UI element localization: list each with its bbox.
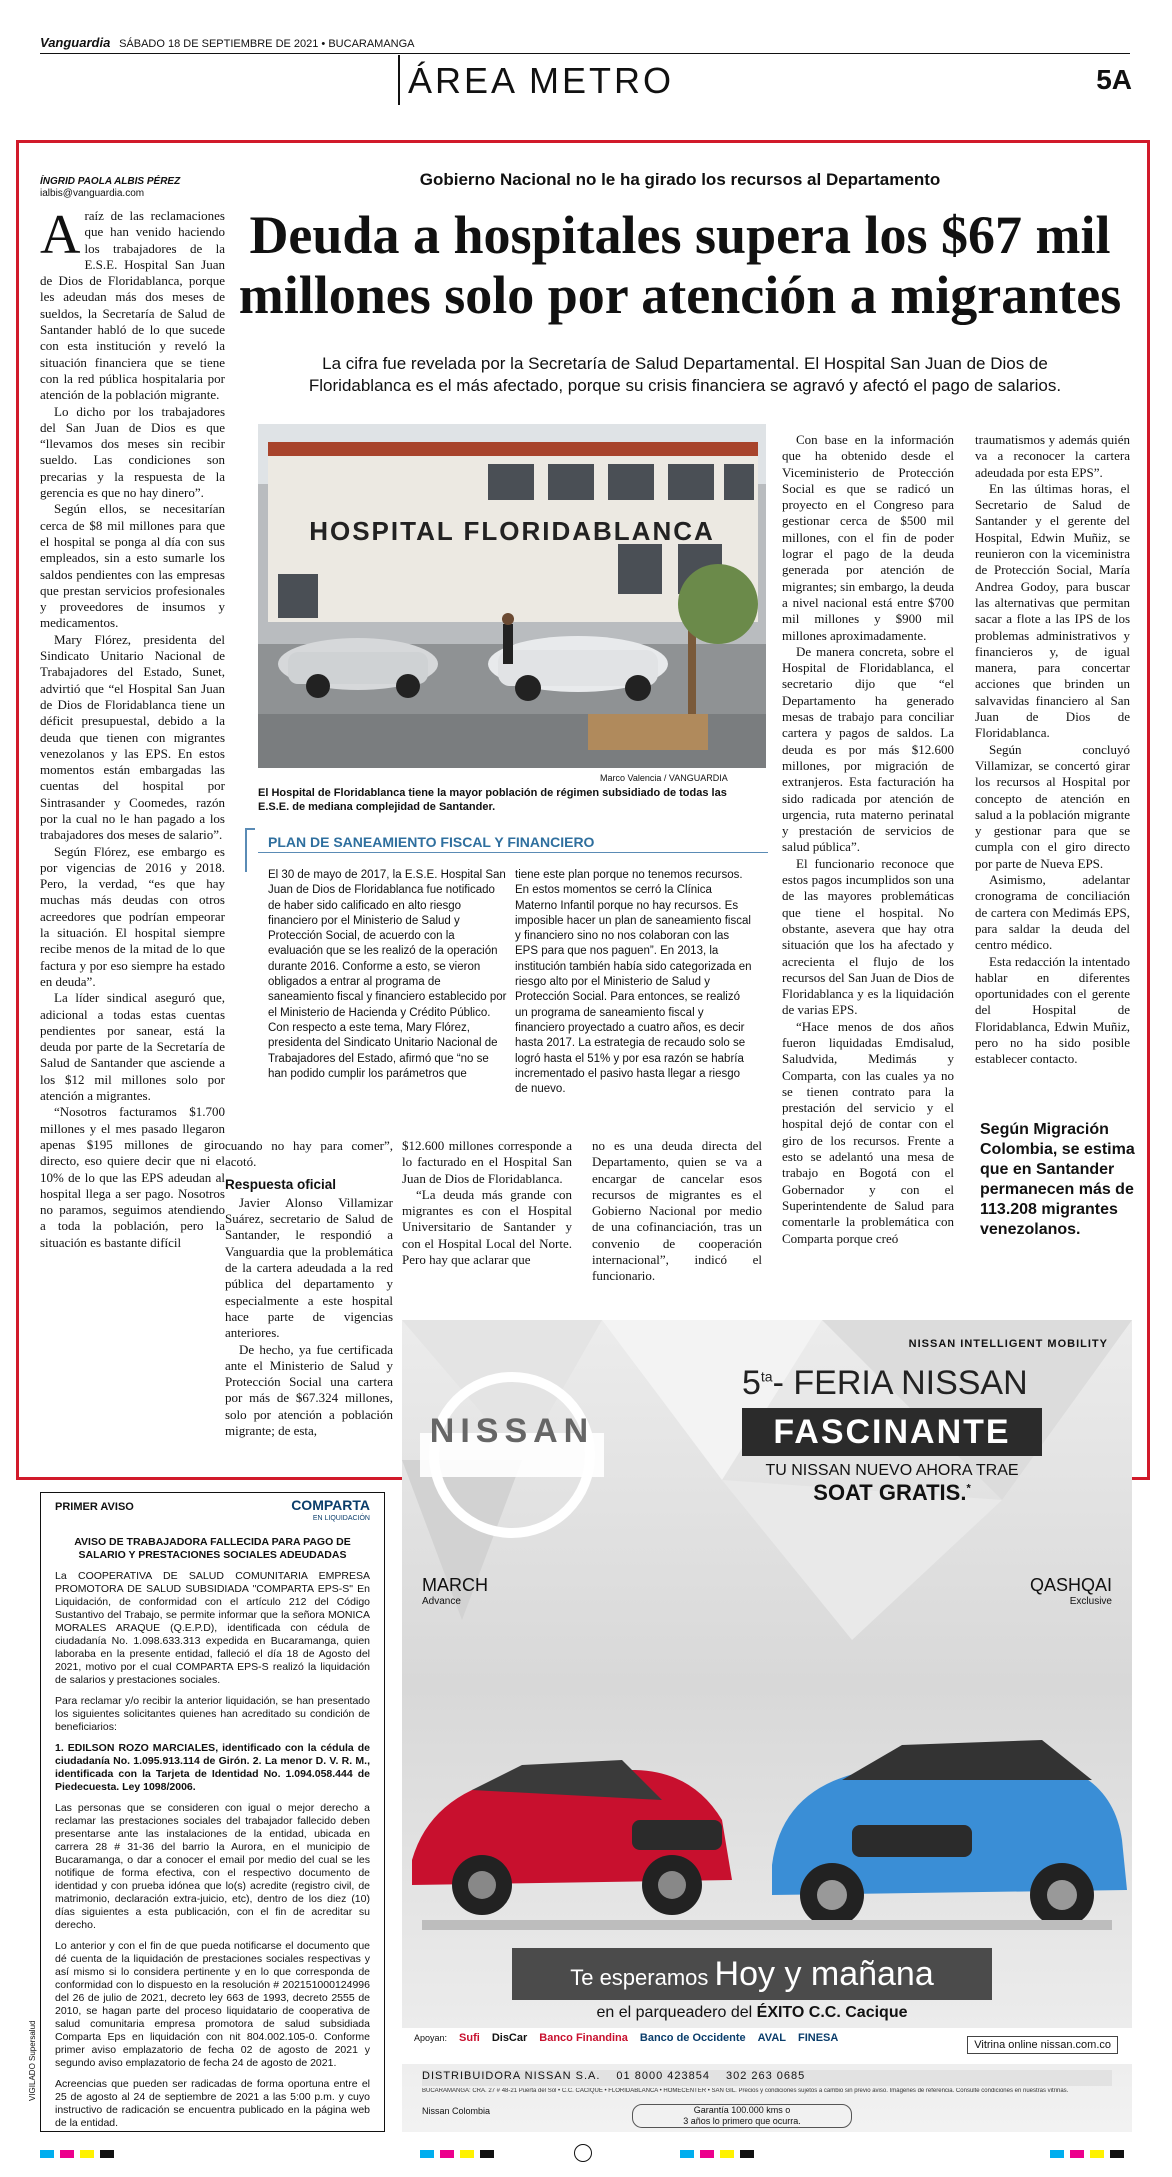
plan-column-a: El 30 de mayo de 2017, la E.S.E. Hospital San Juan de Dios de Floridablanca fue notificado de haber sido calificado en alto riesgo financiero por el Ministerio de Salud y Protección Social, de acuerdo con la evaluación que se les realizó de la operación durante 2016. Conforme a esto, se vieron obligados a entrar al programa de saneamiento fiscal y financiero establecido por el Ministerio de Hacienda y Crédito Público. Con respecto a este tema, Mary Flórez, presidenta del Sindicato Unitario Nacional de Trabajadores del Estado, afirmó que “no se han podido cumplir los parámetros que [268, 869, 507, 1080]
car1-trim: Advance [422, 1596, 461, 1607]
hospital-photo [258, 424, 766, 768]
promo-soat: SOAT GRATIS. [813, 1480, 967, 1505]
promo-asterisk: * [966, 1482, 971, 1495]
paragraph: “Hace menos de dos años fueron liquidadas Emdisalud, Saludvida, Medimás y Comparta, con las cuales ya no se tienen contrato para la prestación del servicio y el hospital dejó de contar con el giro de los recursos. Frente a esto se adelantó una mesa de trabajo en Bogotá con el Gobernador y con el Superintendente de Salud para comentarle la problemática con Comparta porque creó [782, 1018, 954, 1246]
notice-paragraph: Lo anterior y con el fin de que pueda notificarse el documento que dé cuenta de la liquidación de prestaciones sociales respectivas y así mismo si lo considera pertinente y en lo que corresponda de conformidad con lo dispuesto en la resolución # 202151000124996 del 26 de julio de 2021, decreto ley 663 de 1993, decreto 2555 de 2010, se hagan parte del proceso liquidatario de cooperativa de salud comunitaria empresa promotora de salud subsidiada Comparta Eps en liquidación con nit 804.002.105-0. Conforme primer aviso emplazatorio de fecha 02 de agosto de 2021 y segundo aviso emplazatorio de fecha 24 de agosto de 2021. [55, 1940, 370, 2069]
sponsor-finandina: Banco Finandina [539, 2032, 628, 2044]
hospital-sign: HOSPITAL FLORIDABLANCA [309, 516, 715, 546]
paragraph: En las últimas horas, el Secretario de Salud de Santander y el gerente del Hospital, Edwin Muñiz, se reunieron con la viceministra de Protección Social, María Andrea Godoy, para buscar las alternativas que permitan sacar a flote a las IPS de los problemas administrativos y financieros y, de igual manera, para concertar acciones que brinden un salvavidas financiero al San Juan de Dios de Floridablanca. [975, 480, 1130, 741]
ad-fineprint: BUCARAMANGA: CRA. 27 # 48-21 Puerta del Sol • C.C. CACIQUE • FLORIDABLANCA • HOMECENTER • SAN GIL. Precios y condiciones sujetos a cambio sin previo aviso. Imágenes de referencia. Consulte condiciones en nuestras vitrinas. [422, 2088, 1069, 2094]
paragraph: Mary Flórez, presidenta del Sindicato Unitario Nacional de Trabajadores del Estado, Sunet, advirtió que “el Hospital San Juan de Dios de Floridablanca tiene un déficit presupuestal, debido a la deuda que tienen con migrantes venezolanos y las EPS. En estos momentos están embargadas las cuentas del hospital por Sintrasander y Coomedes, razón por la cual no le han pagado a los trabajadores dos meses de salario”. [40, 631, 225, 843]
sponsor-aval: AVAL [757, 2032, 786, 2044]
notice-title: AVISO DE TRABAJADORA FALLECIDA PARA PAGO DE SALARIO Y PRESTACIONES SOCIALES ADEUDADAS [74, 1536, 351, 1561]
invite-banner [512, 1948, 992, 2000]
section-divider [398, 55, 400, 105]
paragraph: De manera concreta, sobre el Hospital de Floridablanca, el secretario dijo que “el Departamento ha generado mesas de trabajo para conciliar cartera y pagos de saldos. La deuda es por más $12.600 millones, por migración de extranjeros. Esta facturación ha sido radicada por atención de urgencia, ruta materno perinatal y prestación de servicios de salud pública”. [782, 643, 954, 855]
article-column-4 [592, 1138, 762, 1285]
page-number: 5A [1096, 64, 1132, 95]
promo-line-1: TU NISSAN NUEVO AHORA TRAE [765, 1462, 1019, 1479]
red-car [412, 1760, 732, 1915]
warranty-line-2: 3 años lo primero que ocurra. [683, 2116, 801, 2126]
sponsor-row [414, 2032, 974, 2044]
vigilado-label: VIGILADO Supersalud [28, 2020, 37, 2101]
deck: La cifra fue revelada por la Secretaría de Salud Departamental. El Hospital San Juan de Dios de Floridablanca es el más afectado, porque su crisis financiera se agravó y afectó el pago de salarios. [308, 354, 1062, 395]
subhead: Respuesta oficial [225, 1176, 337, 1192]
web-link[interactable]: Vitrina online nissan.com.co [967, 2036, 1118, 2054]
sponsor-label: Apoyan: [414, 2033, 448, 2043]
phone-2: 302 263 0685 [725, 2070, 806, 2082]
nissan-logo-text: NISSAN [429, 1412, 595, 1450]
car2-name: QASHQAI [1029, 1575, 1112, 1595]
article-column-2 [225, 1138, 393, 1439]
event-title [742, 1364, 1028, 1403]
paragraph: Según ellos, se necesitarían cerca de $8 mil millones para que el hospital se ponga al día con sus empleados, sin a esto sumarle los saldos pendientes con las empresas que prestan servicios profesionales y proveedores de insumos y medicamentos. [40, 501, 225, 631]
paragraph: traumatismos y además quién va a reconocer la cartera adeudada por esta EPS”. [975, 432, 1130, 480]
car2-label [1030, 1575, 1112, 1607]
paragraph: “Nosotros facturamos $1.700 millones y el mes pasado llegaron apenas $195 millones de giro directo, eso quiere decir que ni el 10% de lo que las EPS adeudan al hospital llega a ser pago. Nosotros no paramos, seguimos atendiendo a toda la población, pero la situación es bastante difícil [40, 1104, 225, 1250]
notice-paragraph: Acreencias que pueden ser radicadas de forma oportuna entre el 25 de agosto al 24 de septiembre de 2021 a las 5:00 p.m. y cuyo instructivo de radicación se encuentra publicado en la página web de la entidad. [55, 2078, 370, 2129]
notice-paragraph: Para reclamar y/o recibir la anterior liquidación, se han presentado los siguientes solicitantes quienes han acreditado su condición de beneficiarios: [55, 1695, 370, 1733]
notice-paragraph: La COOPERATIVA DE SALUD COMUNITARIA EMPRESA PROMOTORA DE SALUD SUBSIDIADA "COMPARTA EPS-S" En Liquidación, de conformidad con el artículo 212 del Código Sustantivo del Trabajo, se permite informar que la señora MONICA MORALES ARAQUE (Q.E.P.D), identificada con cédula de ciudadanía No. 1.098.633.313 expedida en Bucaramanga, quien laboraba en la presente entidad, falleció el día 18 de Agosto del 2021, motivo por el cual COMPARTA EPS-S realizó la liquidación de salarios y prestaciones sociales. [55, 1570, 370, 1686]
author-email: ialbis@vanguardia.com [40, 188, 145, 199]
lead-text: raíz de las reclamaciones que han venido haciendo los trabajadores de la E.S.E. Hospital San Juan de Dios de Floridablanca, porque les adeudan más dos meses de sueldos, la Secretaría de Salud de Santander habló de lo que sucede con esta institución y reveló la situación financiera que se tiene con la red pública hospitalaria por atención de la población migrante. [40, 208, 225, 403]
plan-bracket [245, 828, 255, 872]
date-place: SÁBADO 18 DE SEPTIEMBRE DE 2021 • BUCARAMANGA [119, 38, 415, 50]
paragraph: Lo dicho por los trabajadores del San Juan de Dios es que “llevamos dos meses sin recibir sueldo. Las condiciones son precarias y la respuesta de la gerencia es que no hay dinero”. [40, 403, 225, 501]
dealer-name: DISTRIBUIDORA NISSAN S.A. [422, 2070, 601, 2082]
logo-text: COMPARTA [291, 1497, 370, 1513]
promo-line-2 [742, 1480, 1042, 1506]
event-number: 5 [742, 1364, 761, 1402]
masthead [40, 35, 415, 50]
ad-tagline: NISSAN INTELLIGENT MOBILITY [908, 1338, 1108, 1350]
byline [40, 176, 180, 200]
invite-days: Hoy y mañana [714, 1955, 934, 1993]
paragraph: Javier Alonso Villamizar Suárez, secretario de Salud de Santander, le respondió a Vanguardia que la problemática de la cartera adeudada a la red pública del departamento y especialmente a este hospital hace parte de vigencias anteriores. [225, 1194, 393, 1341]
headline: Deuda a hospitales supera los $67 mil millones solo por atención a migrantes [238, 205, 1122, 325]
notice-paragraph: Las personas que se consideren con igual o mejor derecho a reclamar las prestaciones sociales del trabajador fallecido deben presentarse ante las instalaciones de la entidad, ubicada en carrera 28 # 31-36 del barrio la Aurora, en el municipio de Bucaramanga, o dar a conocer el email por medio del cual se les notifique de forma efectiva, con el respectivo documento de identidad y con prueba idónea que lo(s) acredite (registro civil, de matrimonio, declaración extra-juicio, etc), dentro de los diez (10) días siguientes a esta publicación, con el fin de acreditar su derecho. [55, 1802, 370, 1931]
warranty-line-1: Garantía 100.000 kms o [693, 2105, 791, 2115]
paragraph: El funcionario reconoce que estos pagos incumplidos son una de las mayores problemáticas que tiene el hospital. No obstante, asevera que hay otra situación que los ha afectado y acrecienta el flujo de los recursos del San Juan de Dios de Floridablanca y es la liquidación de varias EPS. [782, 855, 954, 1018]
plan-rule [258, 852, 768, 853]
paragraph: Esta redacción la intentado hablar en diferentes oportunidades con el gerente del Hospital de Floridablanca, Edwin Muñiz, pero no ha sido posible establecer contacto. [975, 953, 1130, 1067]
paragraph: Según concluyó Villamizar, se concertó girar los recursos al Hospital por concepto de atención en salud a la población migrante y gestionar para que se cumpla con el giro directo por parte de Nueva EPS. [975, 741, 1130, 871]
article-column-1 [40, 204, 225, 1251]
paragraph: no es una deuda directa del Departamento, quien se va a encargar de cancelar esos recursos de migrantes es el Gobierno Nacional por medio de una cofinanciación, tras un convenio de cooperación internacional”, indicó el funcionario. [592, 1138, 762, 1284]
fascinante-banner: FASCINANTE [742, 1408, 1042, 1456]
blue-car [772, 1740, 1127, 1927]
paragraph: Con base en la información que ha obtenido desde el Viceministerio de Protección Social es que se radicó un proyecto en el Congreso para gestionar cerca de $500 mil millones, con el fin de poder lograr el pago de la deuda generada por atención de migrantes; sin embargo, la deuda a nivel nacional está entre $700 mil millones y $900 mil millones aproximadamente. [782, 432, 954, 643]
comparta-logo [291, 1499, 370, 1525]
pull-quote: Según Migración Colombia, se estima que en Santander permanecen más de 113.208 migrantes venezolanos. [980, 1121, 1135, 1238]
photo-caption: El Hospital de Floridablanca tiene la mayor población de régimen subsidiado de todas las E.S.E. de mediana complejidad de Santander. [258, 787, 727, 813]
legal-notice [28, 1492, 385, 2132]
paragraph: De hecho, ya fue certificada ante el Ministerio de Salud y Protección Social una cartera por más de $67.324 millones, solo por atención a población migrante; de esta, [225, 1341, 393, 1439]
article-column-6 [975, 432, 1130, 1068]
lead-paragraph [40, 204, 225, 404]
paper-name: Vanguardia [40, 35, 111, 50]
social-handle: Nissan Colombia [422, 2106, 491, 2116]
author-name: ÍNGRID PAOLA ALBIS PÉREZ [40, 176, 181, 187]
car1-label [422, 1575, 488, 1607]
paragraph: Según Flórez, ese embargo es por vigencias de 2016 y 2018. Pero, la verdad, “es que hay muchas más deudas con otros acreedores que podrían empeorar la situación. El hospital siempre recibe menos de la mitad de lo que factura y por eso siempre ha estado en deuda”. [40, 843, 225, 989]
sponsor-occidente: Banco de Occidente [639, 2032, 746, 2044]
notice-paragraph: 1. EDILSON ROZO MARCIALES, identificado con la cédula de ciudadanía No. 1.095.913.114 de Girón. 2. La menor D. V. R. M., identificada con la Tarjeta de Identidad No. 1.094.058.444 de Piedecuesta. Ley 1098/2006. [55, 1742, 370, 1793]
section-title: ÁREA METRO [408, 60, 675, 101]
car2-trim: Exclusive [1069, 1596, 1112, 1607]
photo-credit: Marco Valencia / VANGUARDIA [600, 773, 728, 783]
warranty-badge [632, 2104, 852, 2128]
kicker: Gobierno Nacional no le ha girado los recursos al Departamento [419, 170, 941, 189]
hospital-illustration [258, 424, 766, 768]
paragraph: cuando no hay para comer”, acotó. [225, 1138, 393, 1170]
venue-name: ÉXITO C.C. Cacique [756, 2004, 908, 2021]
article-column-3 [402, 1138, 572, 1268]
nissan-ad [402, 1320, 1132, 2132]
event-name: - FERIA NISSAN [772, 1364, 1028, 1402]
paragraph: “La deuda más grande con migrantes es con el Hospital Universitario de Santander y con el Hospital Local del Norte. Pero hay que aclarar que [402, 1186, 572, 1268]
drop-cap: A [40, 204, 81, 266]
paragraph: Asimismo, adelantar cronograma de conciliación de cartera con Medimás EPS, para saldar la deuda del centro médico. [975, 872, 1130, 953]
phone-1: 01 8000 423854 [616, 2070, 710, 2082]
logo-sub: EN LIQUIDACIÓN [312, 1515, 370, 1522]
event-ordinal: ta [760, 1368, 773, 1385]
car1-name: MARCH [422, 1575, 488, 1595]
notice-label: PRIMER AVISO [55, 1501, 134, 1513]
paragraph: $12.600 millones corresponde a lo facturado en el Hospital San Juan de Dios de Floridablanca. [402, 1138, 572, 1186]
sponsor-sufi: Sufi [459, 2032, 480, 2044]
venue-prefix: en el parqueadero del [596, 2004, 753, 2021]
plan-title: PLAN DE SANEAMIENTO FISCAL Y FINANCIERO [268, 834, 595, 850]
article-column-5 [782, 432, 954, 1247]
sponsor-finesa: FINESA [797, 2032, 839, 2044]
sponsor-discar: DisCar [491, 2032, 528, 2044]
venue-line [512, 2004, 992, 2022]
plan-column-b: tiene este plan porque no tenemos recursos. En estos momentos se cerró la Clínica Materno Infantil porque no hay recursos. Es imposible hacer un plan de saneamiento fiscal y financiero sino no nos colaboran con las EPS para que nos paguen”. En 2013, la institución también había sido categorizada en riesgo alto por el Ministerio de Salud y Protección Social. Para entonces, se realizó un programa de saneamiento fiscal y financiero proyectado a cuatro años, es decir hasta 2017. La estrategia de recaudo solo se logró hasta el 51% y por esa razón se habría incrementado el pasivo hasta llegar a riesgo de nuevo. [515, 869, 752, 1096]
header-rule [40, 53, 1130, 54]
registration-mark-icon [574, 2144, 592, 2162]
invite-text: Te esperamos [570, 1965, 709, 1990]
paragraph: La líder sindical aseguró que, adicional a todas estas cuentas pendientes por sanear, está la deuda por parte de la Secretaría de Salud de Santander que asciende a los $12 mil millones solo por atención a migrantes. [40, 990, 225, 1104]
dealer-line [422, 2070, 1112, 2082]
